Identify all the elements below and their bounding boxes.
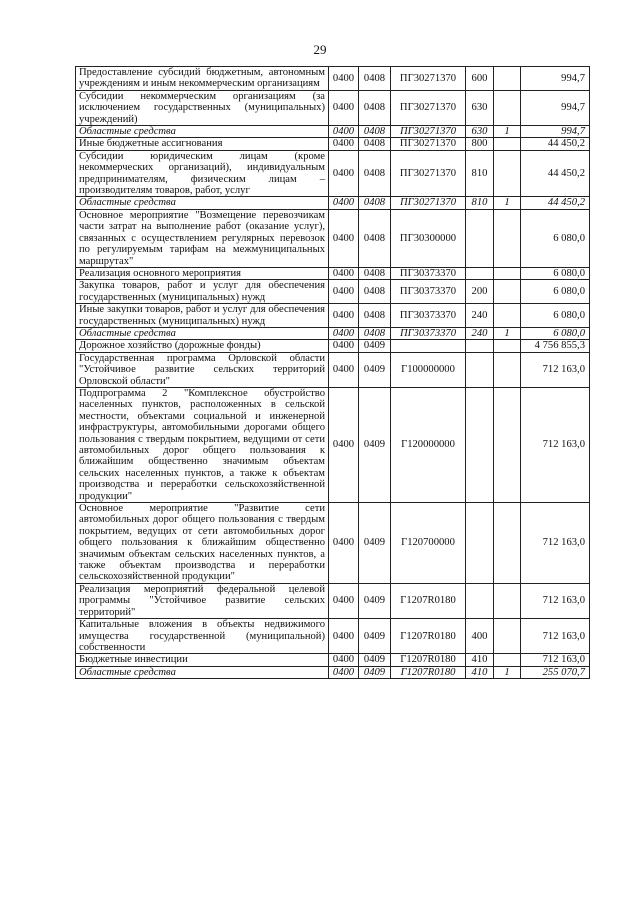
row-name: Дорожное хозяйство (дорожные фонды) [76,340,329,352]
funding-source-code [494,150,521,197]
expense-type-code: 600 [466,67,494,91]
table-row [76,340,590,352]
row-name: Субсидии некоммерческим организациям (за исключением государственных (муниципальных) учреждений) [76,90,329,125]
expense-type-code [466,267,494,279]
expense-type-code: 630 [466,90,494,125]
section-code: 0400 [329,387,359,502]
subsection-code: 0408 [359,150,391,197]
subsection-code: 0408 [359,304,391,328]
expense-type-code [466,583,494,618]
amount: 4 756 855,3 [521,340,590,352]
subsection-code: 0408 [359,280,391,304]
target-article-code: Г1207R0180 [391,666,466,678]
section-code: 0400 [329,126,359,138]
row-name: Закупка товаров, работ и услуг для обеспечения государственных (муниципальных) нужд [76,280,329,304]
table-row [76,197,590,209]
amount: 255 070,7 [521,666,590,678]
target-article-code: Г100000000 [391,352,466,387]
target-article-code: ПГ30271370 [391,138,466,150]
table-row [76,67,590,91]
funding-source-code [494,90,521,125]
table-row [76,327,590,339]
row-name: Государственная программа Орловской области "Устойчивое развитие сельских территорий Орловской области" [76,352,329,387]
funding-source-code [494,138,521,150]
row-name: Областные средства [76,197,329,209]
row-name: Иные закупки товаров, работ и услуг для обеспечения государственных (муниципальных) нужд [76,304,329,328]
subsection-code: 0409 [359,666,391,678]
amount: 994,7 [521,126,590,138]
subsection-code: 0409 [359,340,391,352]
table-row [76,619,590,654]
funding-source-code [494,619,521,654]
table-row [76,126,590,138]
target-article-code: ПГ30373370 [391,327,466,339]
table-row [76,267,590,279]
section-code: 0400 [329,340,359,352]
row-name: Областные средства [76,666,329,678]
table-row [76,150,590,197]
expense-type-code [466,352,494,387]
table-row [76,138,590,150]
page-number: 29 [313,42,327,57]
funding-source-code [494,267,521,279]
row-name: Реализация мероприятий федеральной целевой программы "Устойчивое развитие сельских территорий" [76,583,329,618]
subsection-code: 0408 [359,138,391,150]
row-name: Подпрограмма 2 "Комплексное обустройство населенных пунктов, расположенных в сельской местности, объектами социальной и инженерной инфраструктуры, автомобильными дорогами общего пользования с твердым покрытием, ведущими от сети автомобильных дорог общего пользования к ближайшим общественно значимым объектам сельских населенных пунктов, а также к объектам производства и переработки сельскохозяйственной продукции" [76,387,329,502]
row-name: Предоставление субсидий бюджетным, автономным учреждениям и иным некоммерческим организациям [76,67,329,91]
target-article-code: ПГ30373370 [391,304,466,328]
amount: 6 080,0 [521,304,590,328]
funding-source-code: 1 [494,327,521,339]
target-article-code: ПГ30300000 [391,209,466,267]
subsection-code: 0409 [359,352,391,387]
section-code: 0400 [329,90,359,125]
target-article-code: ПГ30271370 [391,126,466,138]
expense-type-code: 410 [466,654,494,666]
funding-source-code [494,209,521,267]
section-code: 0400 [329,503,359,584]
funding-source-code [494,583,521,618]
expense-type-code [466,387,494,502]
amount: 712 163,0 [521,583,590,618]
target-article-code: ПГ30373370 [391,267,466,279]
amount: 6 080,0 [521,280,590,304]
section-code: 0400 [329,619,359,654]
funding-source-code [494,67,521,91]
section-code: 0400 [329,197,359,209]
section-code: 0400 [329,138,359,150]
section-code: 0400 [329,150,359,197]
funding-source-code [494,387,521,502]
funding-source-code [494,280,521,304]
amount: 44 450,2 [521,138,590,150]
funding-source-code: 1 [494,197,521,209]
target-article-code: ПГ30373370 [391,280,466,304]
target-article-code [391,340,466,352]
amount: 44 450,2 [521,197,590,209]
subsection-code: 0409 [359,619,391,654]
row-name: Областные средства [76,126,329,138]
expense-type-code: 630 [466,126,494,138]
funding-source-code [494,654,521,666]
funding-source-code [494,503,521,584]
amount: 712 163,0 [521,619,590,654]
table-row [76,280,590,304]
target-article-code: ПГ30271370 [391,67,466,91]
expense-type-code: 240 [466,304,494,328]
expense-type-code [466,209,494,267]
expense-type-code: 800 [466,138,494,150]
funding-source-code [494,352,521,387]
table-row [76,352,590,387]
target-article-code: ПГ30271370 [391,150,466,197]
section-code: 0400 [329,67,359,91]
amount: 712 163,0 [521,503,590,584]
funding-source-code [494,340,521,352]
section-code: 0400 [329,583,359,618]
subsection-code: 0409 [359,583,391,618]
amount: 712 163,0 [521,352,590,387]
expense-type-code: 240 [466,327,494,339]
table-row [76,90,590,125]
budget-table [75,66,590,679]
section-code: 0400 [329,666,359,678]
expense-type-code: 810 [466,150,494,197]
row-name: Реализация основного мероприятия [76,267,329,279]
subsection-code: 0408 [359,90,391,125]
subsection-code: 0408 [359,126,391,138]
amount: 712 163,0 [521,387,590,502]
row-name: Областные средства [76,327,329,339]
table-row [76,503,590,584]
expense-type-code: 810 [466,197,494,209]
funding-source-code [494,304,521,328]
subsection-code: 0408 [359,209,391,267]
expense-type-code [466,503,494,584]
table-row [76,209,590,267]
target-article-code: Г1207R0180 [391,583,466,618]
funding-source-code: 1 [494,666,521,678]
subsection-code: 0408 [359,197,391,209]
amount: 994,7 [521,67,590,91]
row-name: Субсидии юридическим лицам (кроме некоммерческих организаций), индивидуальным предпринимателям, физическим лицам – производителям товаров, работ, услуг [76,150,329,197]
expense-type-code [466,340,494,352]
subsection-code: 0409 [359,387,391,502]
table-row [76,583,590,618]
table-row [76,666,590,678]
table-row [76,387,590,502]
amount: 6 080,0 [521,209,590,267]
table-row [76,304,590,328]
row-name: Капитальные вложения в объекты недвижимого имущества государственной (муниципальной) собственности [76,619,329,654]
row-name: Иные бюджетные ассигнования [76,138,329,150]
target-article-code: Г120700000 [391,503,466,584]
expense-type-code: 200 [466,280,494,304]
expense-type-code: 400 [466,619,494,654]
expense-type-code: 410 [466,666,494,678]
amount: 6 080,0 [521,267,590,279]
row-name: Основное мероприятие "Развитие сети автомобильных дорог общего пользования с твердым покрытием, ведущих от сети автомобильных дорог общего пользования к ближайшим общественно значимым объектам сельских населенных пунктов, а также объектам производства и переработки сельскохозяйственной продукции" [76,503,329,584]
amount: 6 080,0 [521,327,590,339]
section-code: 0400 [329,654,359,666]
row-name: Основное мероприятие "Возмещение перевозчикам части затрат на выполнение работ (оказание услуг), связанных с осуществлением регулярных перевозок по регулируемым тарифам на межмуниципальных маршрутах" [76,209,329,267]
target-article-code: ПГ30271370 [391,90,466,125]
table-body [76,67,590,679]
amount: 712 163,0 [521,654,590,666]
amount: 994,7 [521,90,590,125]
row-name: Бюджетные инвестиции [76,654,329,666]
target-article-code: Г1207R0180 [391,619,466,654]
target-article-code: Г120000000 [391,387,466,502]
subsection-code: 0408 [359,67,391,91]
amount: 44 450,2 [521,150,590,197]
subsection-code: 0409 [359,503,391,584]
funding-source-code: 1 [494,126,521,138]
subsection-code: 0408 [359,327,391,339]
section-code: 0400 [329,352,359,387]
subsection-code: 0409 [359,654,391,666]
section-code: 0400 [329,327,359,339]
target-article-code: Г1207R0180 [391,654,466,666]
table-row [76,654,590,666]
section-code: 0400 [329,209,359,267]
section-code: 0400 [329,304,359,328]
section-code: 0400 [329,267,359,279]
section-code: 0400 [329,280,359,304]
subsection-code: 0408 [359,267,391,279]
target-article-code: ПГ30271370 [391,197,466,209]
